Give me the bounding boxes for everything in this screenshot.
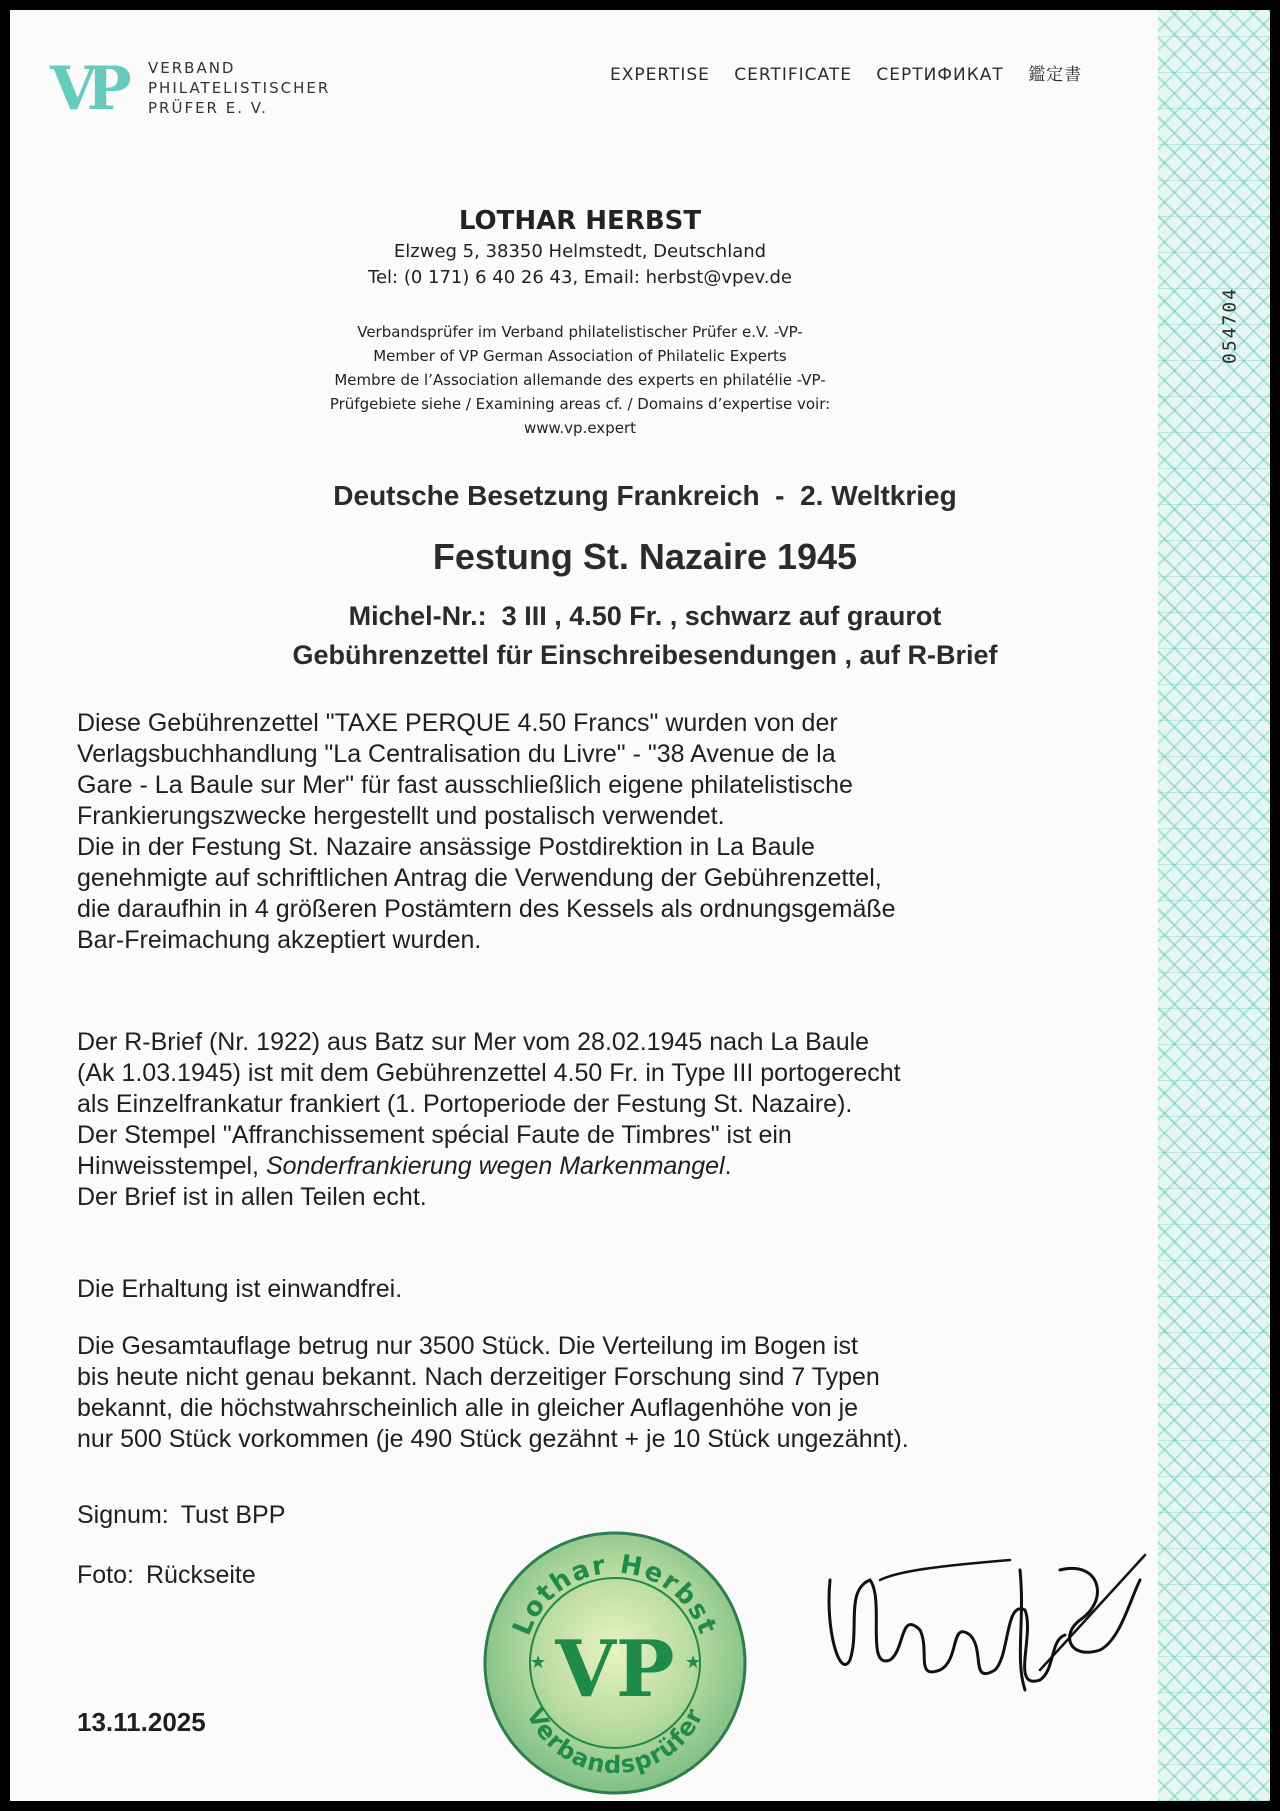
hint-line: Hinweisstempel, Sonderfrankierung wegen Markenmangel. [77,1152,732,1180]
certificate-page [10,10,1270,1801]
condition-statement: Die Erhaltung ist einwandfrei. [77,1275,403,1303]
title-certificate: CERTIFICATE [734,65,852,85]
expert-contact: Tel: (0 171) 6 40 26 43, Email: herbst@vpev.de [368,267,792,288]
svg-text:Verbandsprüfer: Verbandsprüfer [520,1703,709,1780]
certificate-titles [610,60,1110,85]
svg-text:★: ★ [530,1652,547,1672]
vp-logo [50,54,140,124]
title-expertise: EXPERTISE [610,65,710,85]
title-russian: СЕРТИФИКАТ [876,65,1004,85]
hologram-seal [480,1528,750,1798]
expert-signature [810,1540,1160,1710]
membership-block: Verbandsprüfer im Verband philatelistischer Prüfer e.V. -VP- Member of VP German Association of Philatelic Experts Membre de l’Association allemande des experts en philatélie -VP- Prüfgebiete siehe / Examining areas cf. / Domains d’expertise voir: www.vp.expert [10,320,1150,440]
paragraph-item: Der R-Brief (Nr. 1922) aus Batz sur Mer vom 28.02.1945 nach La Baule (Ak 1.03.1945) ist mit dem Gebührenzettel 4.50 Fr. in Type III portogerecht als Einzelfrankatur frankiert (1. Portoperiode der Festung St. Nazaire). Der Stempel "Affranchissement spécial Faute de Timbres" ist ein Hinweisstempel, Sonderfrankierung wegen Markenmangel. Der Brief ist in allen Teilen echt. [77,1027,1157,1213]
michel-number: Michel-Nr.: 3 III , 4.50 Fr. , schwarz auf graurot [348,601,942,631]
subject-area: Deutsche Besetzung Frankreich - 2. Weltkrieg [333,480,957,511]
serial-number: 054704 [1219,286,1241,365]
expert-name: LOTHAR HERBST [458,206,702,236]
website-link[interactable]: www.vp.expert [523,419,636,437]
logo-letters: VP [50,54,122,124]
svg-text:VP: VP [555,1624,675,1715]
subject-title: Festung St. Nazaire 1945 [432,536,858,577]
association-name: VERBAND PHILATELISTISCHER PRÜFER E. V. [148,59,331,117]
foto-line: Foto: Rückseite [77,1561,256,1589]
expert-address: Elzweg 5, 38350 Helmstedt, Deutschland [393,241,767,262]
svg-text:★: ★ [685,1652,702,1672]
svg-text:Lothar Herbst: Lothar Herbst [507,1549,723,1640]
paragraph-history: Diese Gebührenzettel "TAXE PERQUE 4.50 Francs" wurden von der Verlagsbuchhandlung "La Centralisation du Livre" - "38 Avenue de la Gare - La Baule sur Mer" für fast ausschließlich eigene philatelistische Frankierungszwecke hergestellt und postalisch verwendet. Die in der Festung St. Nazaire ansässige Postdirektion in La Baule genehmigte auf schriftlichen Antrag die Verwendung der Gebührenzettel, die daraufhin in 4 größeren Postämtern des Kessels als ordnungsgemäße Bar-Freimachung akzeptiert wurden. [77,709,896,954]
signum-line: Signum: Tust BPP [77,1501,286,1529]
expert-block [10,203,1150,291]
title-japanese: 鑑定書 [1028,65,1083,85]
paragraph-print-run: Die Gesamtauflage betrug nur 3500 Stück. Die Verteilung im Bogen ist bis heute nicht genau bekannt. Nach derzeitiger Forschung sind 7 Typen bekannt, die höchstwahrscheinlich alle in gleicher Auflagenhöhe von je nur 500 Stück vorkommen (je 490 Stück gezähnt + je 10 Stück ungezähnt). [77,1332,909,1453]
item-description: Gebührenzettel für Einschreibesendungen , auf R-Brief [292,640,998,670]
certificate-date: 13.11.2025 [77,1707,206,1737]
